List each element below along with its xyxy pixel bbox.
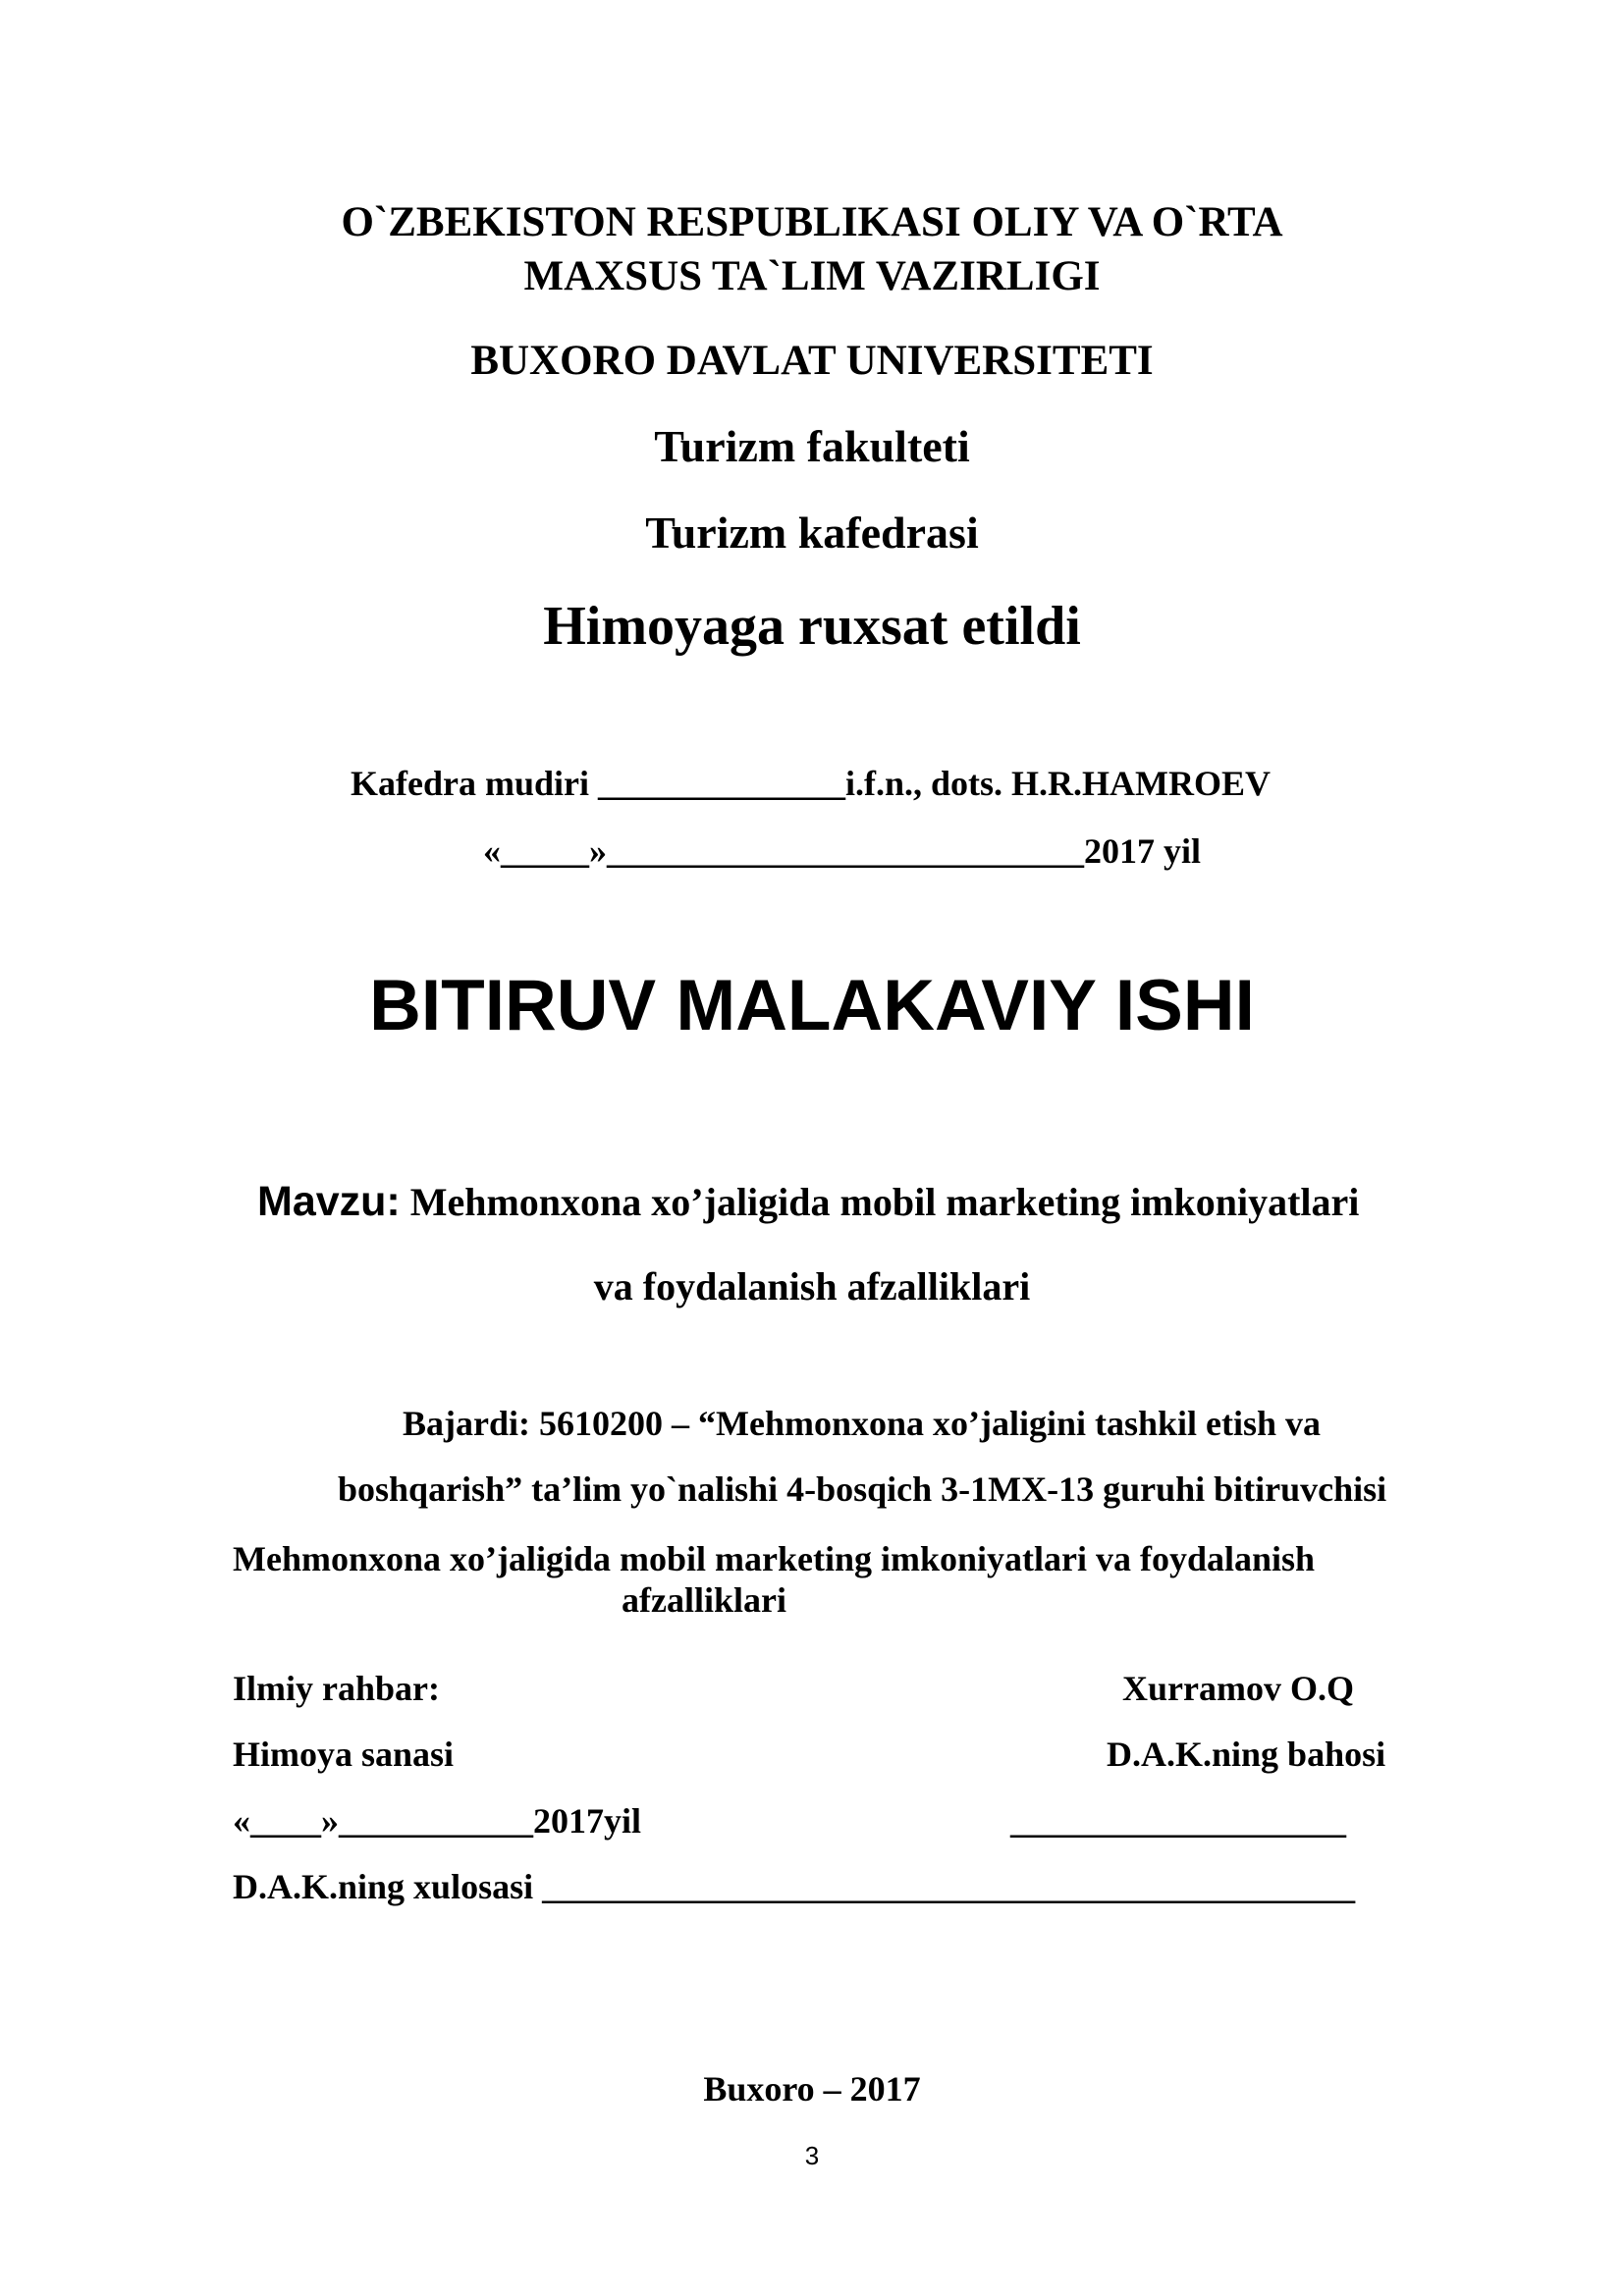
faculty-name: Turizm fakulteti <box>654 421 970 471</box>
topic-line-1 <box>257 1179 1359 1225</box>
page-number: 3 <box>804 2141 820 2170</box>
grade-blank: ___________________ <box>1010 1801 1346 1841</box>
commission-conclusion: D.A.K.ning xulosasi ______________________________________________ <box>233 1867 1356 1906</box>
ministry-line-1: O`ZBEKISTON RESPUBLIKASI OLIY VA O`RTA <box>341 199 1283 245</box>
performer-line-3: Mehmonxona xo’jaligida mobil marketing imkoniyatlari va foydalanish <box>233 1539 1316 1578</box>
city-year: Buxoro – 2017 <box>703 2069 921 2109</box>
work-title: BITIRUV MALAKAVIY ISHI <box>369 966 1255 1045</box>
defense-date-label: Himoya sanasi <box>233 1735 455 1774</box>
performer-line-4: afzalliklari <box>622 1580 786 1620</box>
department-head-line: Kafedra mudiri ______________i.f.n., dots. H.R.HAMROEV <box>351 764 1272 803</box>
defense-date-blank: «____»___________2017yil <box>233 1801 642 1841</box>
performer-line-2: boshqarish” ta’lim yo`nalishi 4-bosqich 3-1MX-13 guruhi bitiruvchisi <box>338 1469 1387 1509</box>
topic-line-2: va foydalanish afzalliklari <box>593 1264 1031 1308</box>
performer-line-1: Bajardi: 5610200 – “Mehmonxona xo’jaligini tashkil etish va <box>403 1404 1322 1443</box>
topic-text-1: Mehmonxona xo’jaligida mobil marketing imkoniyatlari <box>400 1180 1360 1224</box>
approval-date-line: «_____»___________________________2017 yil <box>483 831 1202 871</box>
grade-label: D.A.K.ning bahosi <box>1107 1735 1386 1774</box>
approval-title: Himoyaga ruxsat etildi <box>543 596 1081 657</box>
topic-label: Mavzu: <box>257 1178 401 1225</box>
ministry-line-2: MAXSUS TA`LIM VAZIRLIGI <box>523 253 1101 299</box>
department-name: Turizm kafedrasi <box>645 507 979 558</box>
supervisor-label: Ilmiy rahbar: <box>233 1669 440 1708</box>
supervisor-name: Xurramov O.Q <box>1122 1669 1354 1708</box>
university-name: BUXORO DAVLAT UNIVERSITETI <box>470 338 1154 384</box>
